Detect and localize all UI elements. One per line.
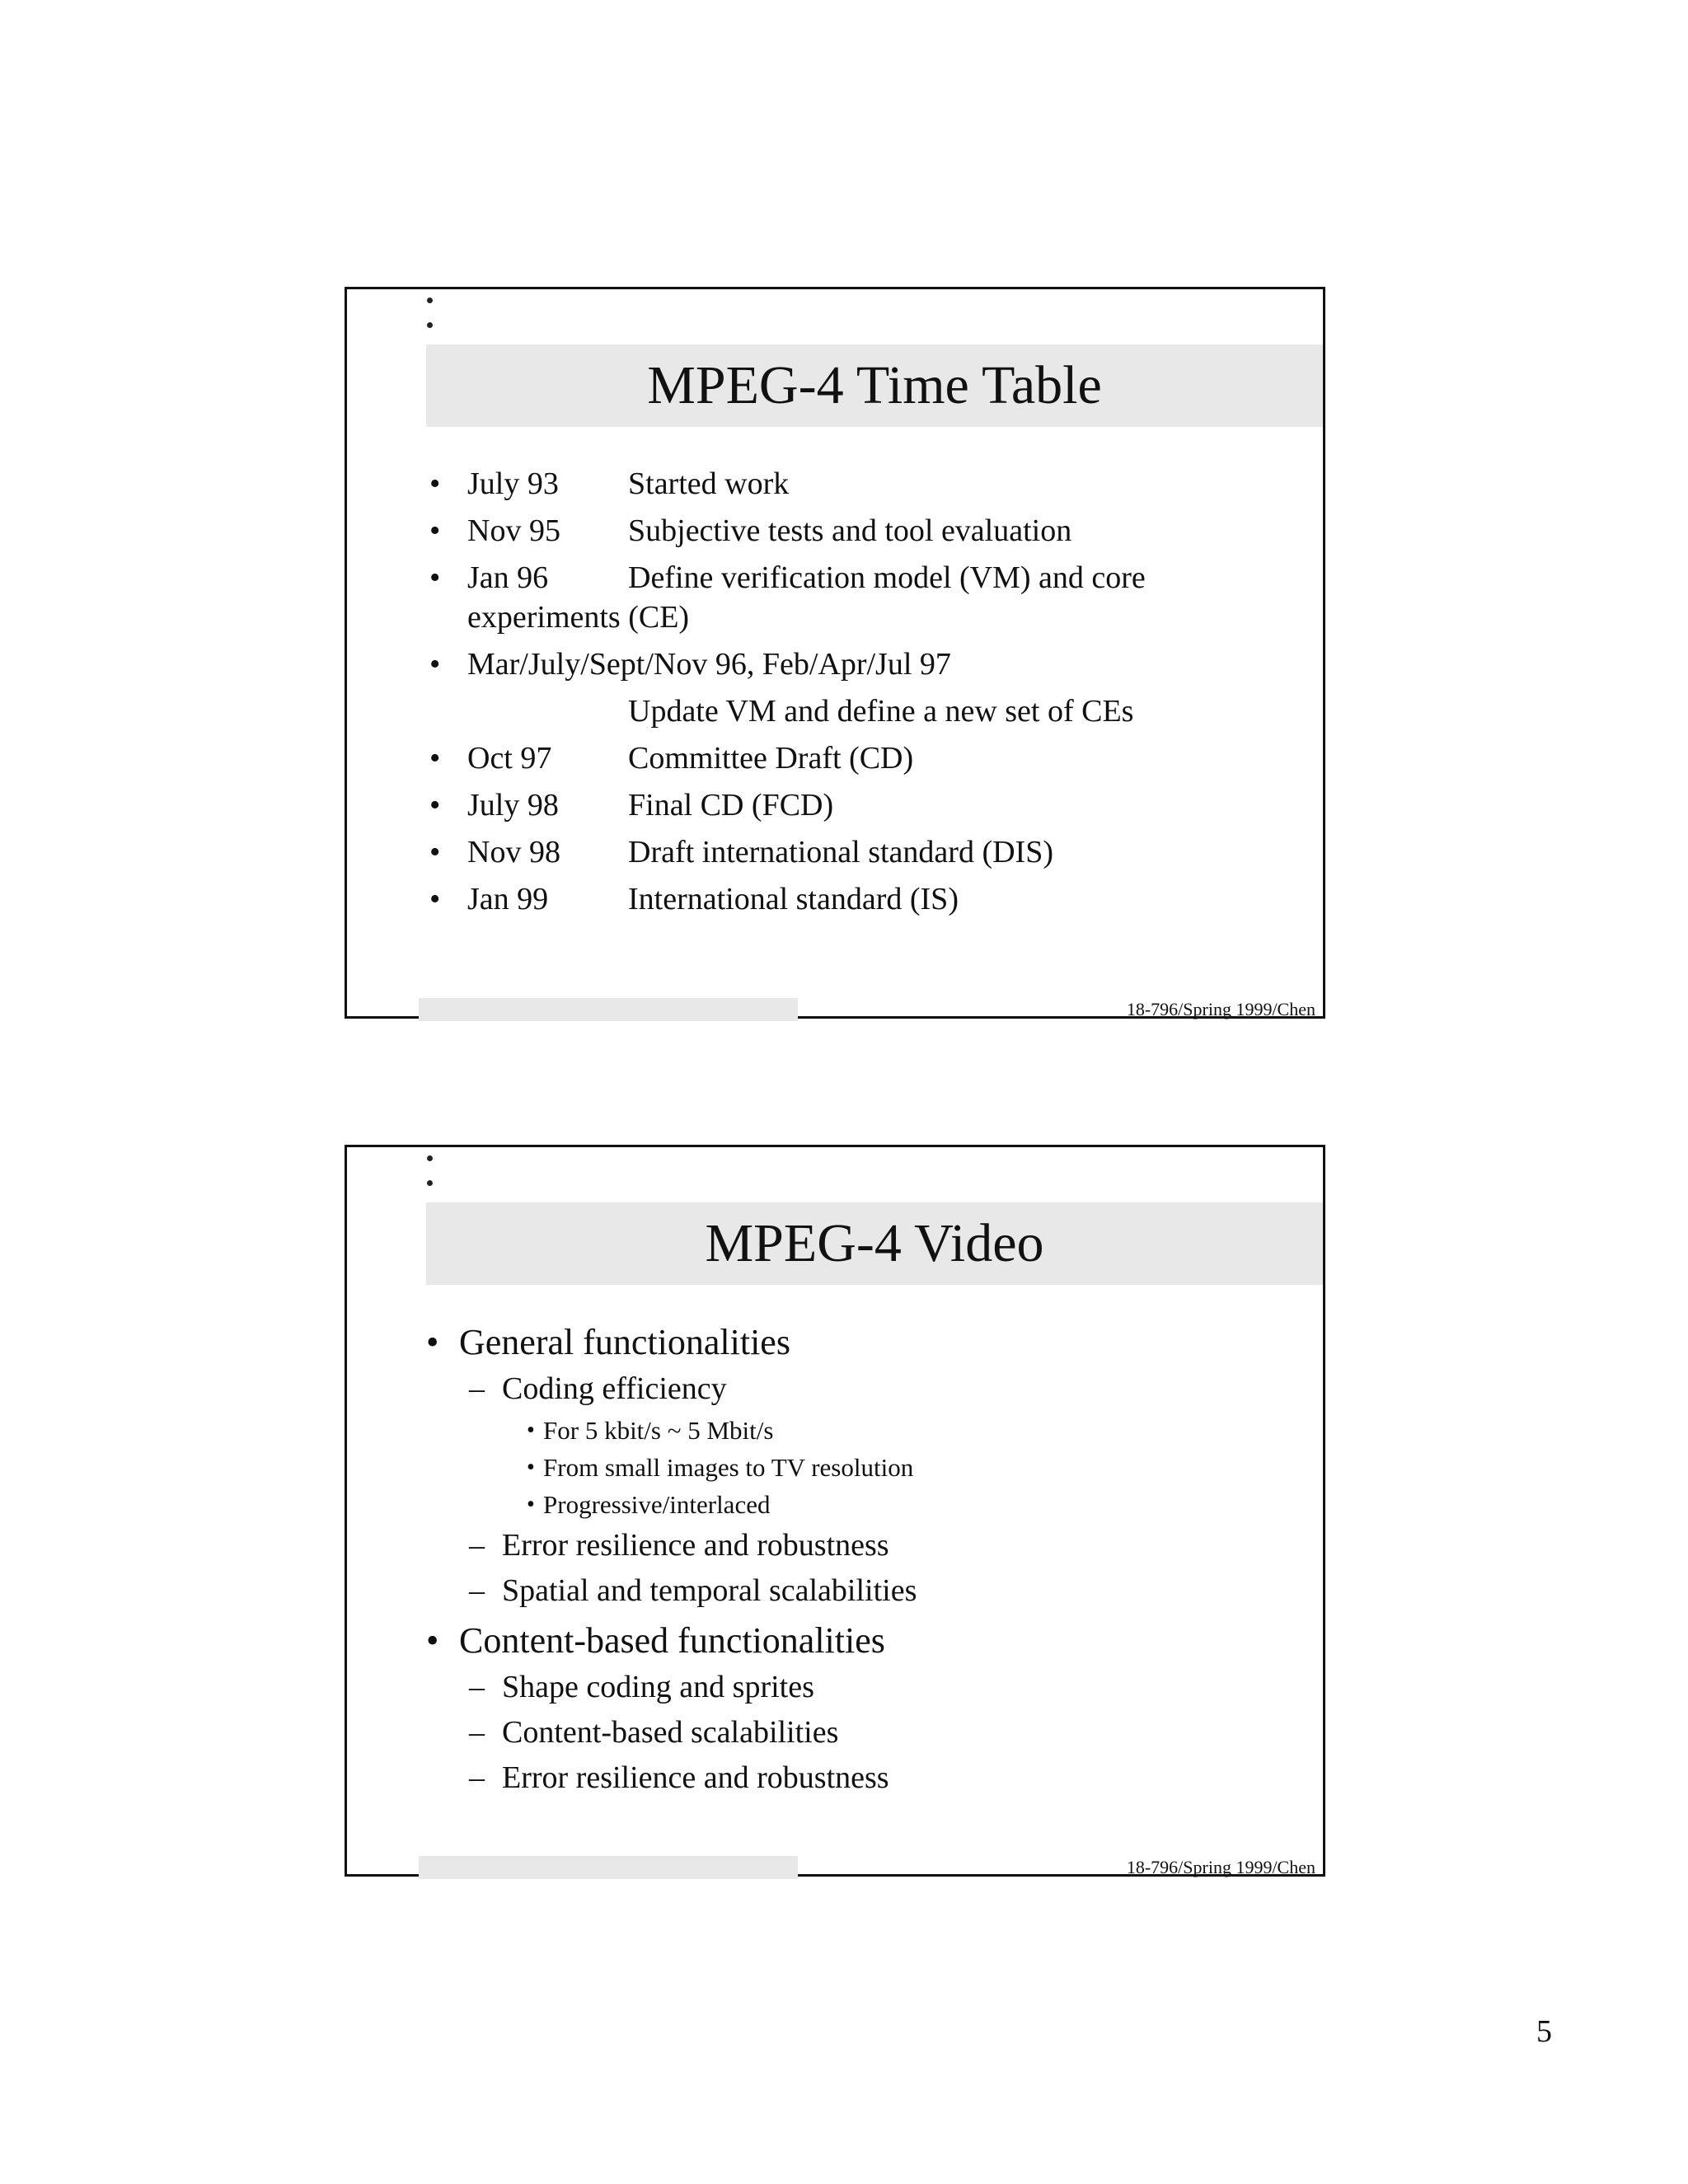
outline-detail-text: From small images to TV resolution — [543, 1453, 914, 1482]
timeline-item — [429, 832, 1295, 872]
bullet: • — [429, 882, 441, 916]
bullet: • — [527, 1418, 535, 1443]
timeline-item — [429, 879, 1295, 919]
timeline-item — [429, 558, 1295, 598]
outline-heading — [426, 1319, 1300, 1366]
dot — [427, 1155, 433, 1161]
bullet: • — [429, 788, 441, 823]
timeline-event: Draft international standard (DIS) — [628, 835, 1053, 869]
timeline-item — [429, 464, 1295, 504]
outline-heading — [426, 1617, 1300, 1665]
slide-title: MPEG-4 Time Table — [647, 355, 1102, 415]
outline-subitem-text: Error resilience and robustness — [502, 1760, 889, 1795]
slide-time-table — [345, 287, 1325, 1019]
dot — [427, 322, 433, 328]
timeline-continuation: experiments (CE) — [467, 600, 690, 635]
bullet: • — [429, 513, 441, 548]
outline-subitem — [426, 1665, 1300, 1710]
slide-footer: 18-796/Spring 1999/Chen — [1126, 999, 1315, 1019]
dash: – — [469, 1760, 485, 1795]
bullet: • — [527, 1492, 535, 1517]
timeline-date: Jan 99 — [467, 882, 549, 916]
outline-subitem — [426, 1366, 1300, 1412]
slide-title: MPEG-4 Video — [705, 1213, 1044, 1273]
outline-subitem-text: Coding efficiency — [502, 1371, 727, 1406]
timeline-date: July 93 — [467, 466, 559, 501]
slide-video — [345, 1145, 1325, 1877]
timeline-date: Oct 97 — [467, 741, 552, 776]
outline-detail-text: Progressive/interlaced — [543, 1490, 771, 1519]
bullet: • — [429, 560, 441, 595]
timeline-date: July 98 — [467, 788, 559, 823]
footer-band — [419, 1856, 798, 1879]
timeline-list — [429, 464, 1295, 926]
timeline-event: Define verification model (VM) and core — [628, 560, 1146, 595]
timeline-item — [429, 644, 1295, 684]
timeline-date: Nov 98 — [467, 835, 560, 869]
dash: – — [469, 1528, 485, 1563]
dot — [427, 298, 433, 303]
bullet: • — [426, 1322, 439, 1362]
bullet: • — [527, 1455, 535, 1480]
dash: – — [469, 1715, 485, 1750]
page-number: 5 — [1536, 2014, 1552, 2049]
dot — [427, 1180, 433, 1186]
outline-subitem — [426, 1523, 1300, 1568]
outline-subitem — [426, 1710, 1300, 1755]
timeline-event: International standard (IS) — [628, 882, 959, 916]
footer-band — [419, 998, 798, 1021]
timeline-event: Update VM and define a new set of CEs — [628, 694, 1134, 729]
bullet: • — [429, 835, 441, 869]
bullet: • — [429, 466, 441, 501]
bullet: • — [426, 1620, 439, 1661]
timeline-date: Jan 96 — [467, 560, 549, 595]
outline-subitem-text: Spatial and temporal scalabilities — [502, 1573, 917, 1608]
outline-detail — [426, 1486, 1300, 1523]
bullet: • — [429, 741, 441, 776]
outline-subitem-text: Shape coding and sprites — [502, 1670, 814, 1704]
timeline-event: Committee Draft (CD) — [628, 741, 914, 776]
outline-list — [426, 1319, 1300, 1801]
outline-subitem — [426, 1755, 1300, 1801]
timeline-item — [429, 785, 1295, 825]
outline-detail — [426, 1449, 1300, 1486]
timeline-item — [429, 738, 1295, 778]
outline-detail-text: For 5 kbit/s ~ 5 Mbit/s — [543, 1416, 774, 1445]
timeline-date: Mar/July/Sept/Nov 96, Feb/Apr/Jul 97 — [467, 647, 951, 682]
timeline-event: Started work — [628, 466, 790, 501]
dash: – — [469, 1371, 485, 1406]
bullet: • — [429, 647, 441, 682]
timeline-item — [429, 511, 1295, 551]
slide-footer: 18-796/Spring 1999/Chen — [1126, 1857, 1315, 1877]
dash: – — [469, 1670, 485, 1704]
outline-subitem — [426, 1568, 1300, 1614]
timeline-event: Final CD (FCD) — [628, 788, 834, 823]
outline-heading-text: Content-based functionalities — [459, 1620, 885, 1661]
dash: – — [469, 1573, 485, 1608]
timeline-event: Subjective tests and tool evaluation — [628, 513, 1072, 548]
outline-detail — [426, 1412, 1300, 1449]
outline-subitem-text: Content-based scalabilities — [502, 1715, 839, 1750]
outline-heading-text: General functionalities — [459, 1322, 790, 1362]
outline-subitem-text: Error resilience and robustness — [502, 1528, 889, 1563]
timeline-date: Nov 95 — [467, 513, 560, 548]
